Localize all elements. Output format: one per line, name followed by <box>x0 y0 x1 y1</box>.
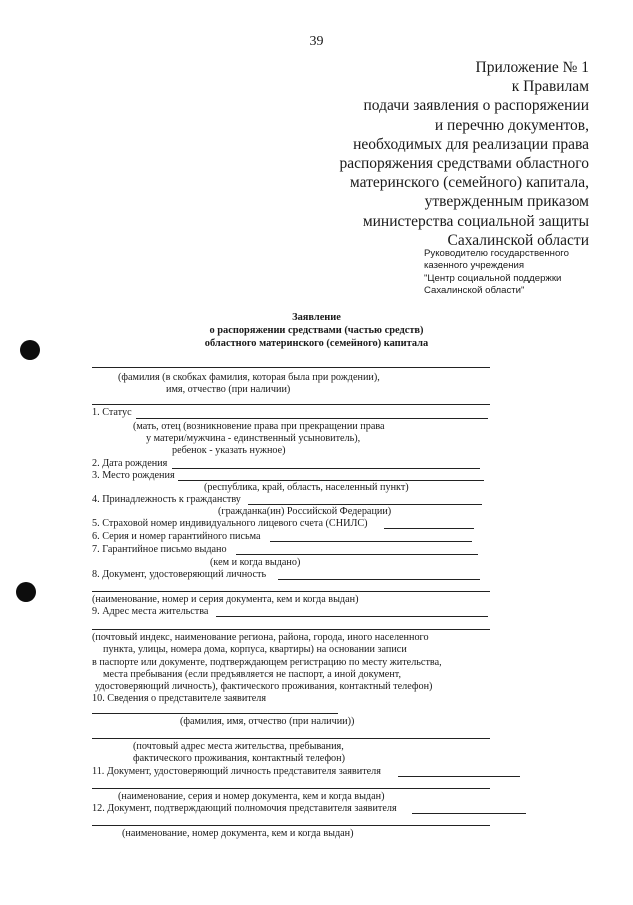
appendix-line: Сахалинской области <box>447 231 589 249</box>
birth-date-field[interactable] <box>172 468 480 469</box>
appendix-line: утвержденным приказом <box>424 193 589 211</box>
hint-citizenship: (гражданка(ин) Российской Федерации) <box>218 506 392 517</box>
hint-birth-place: (республика, край, область, населенный пункт) <box>204 482 409 493</box>
applicant-name-field[interactable] <box>92 367 490 368</box>
representative-id-field[interactable] <box>398 776 520 777</box>
hint-status-2: у матери/мужчина - единственный усыновитель), <box>146 433 361 444</box>
title-line: областного материнского (семейного) капитала <box>204 338 429 349</box>
page-number: 39 <box>309 34 324 49</box>
id-doc-label: 8. Документ, удостоверяющий личность <box>92 569 267 580</box>
appendix-line: материнского (семейного) капитала, <box>349 174 589 192</box>
birth-place-field[interactable] <box>178 480 484 481</box>
representative-label: 10. Сведения о представителе заявителя <box>92 693 267 704</box>
hint-address-2: пункта, улицы, номера дома, корпуса, квартиры) на основании записи <box>103 644 407 655</box>
hint-representative-address: (почтовый адрес места жительства, пребывания, <box>133 741 344 752</box>
hint-representative-address-2: фактического проживания, контактный телефон) <box>133 753 345 764</box>
birth-date-label: 2. Дата рождения <box>92 458 168 469</box>
title-line: о распоряжении средствами (частью средств) <box>209 325 424 336</box>
appendix-line: подачи заявления о распоряжении <box>363 97 589 115</box>
representative-address-field[interactable] <box>92 738 490 739</box>
hint-id-doc: (наименование, номер и серия документа, кем и когда выдан) <box>92 594 359 605</box>
hint-letter-issued: (кем и когда выдано) <box>210 557 301 568</box>
representative-name-field[interactable] <box>92 713 338 714</box>
appendix-line: и перечню документов, <box>434 116 589 134</box>
snils-label: 5. Страховой номер индивидуального лицевого счета (СНИЛС) <box>92 518 368 529</box>
applicant-name-field-2[interactable] <box>92 404 490 405</box>
appendix-line: распоряжения средствами областного <box>339 155 589 173</box>
hint-applicant-name-2: имя, отчество (при наличии) <box>166 384 291 395</box>
hint-address: (почтовый индекс, наименование региона, района, города, иного населенного <box>92 632 429 643</box>
addressee-line: Руководителю государственного <box>424 248 569 259</box>
letter-issued-field[interactable] <box>236 554 478 555</box>
hint-address-4: места пребывания (если предъявляется не паспорт, а иной документ, <box>103 669 402 680</box>
address-field[interactable] <box>216 616 488 617</box>
representative-id-label: 11. Документ, удостоверяющий личность представителя заявителя <box>92 766 381 777</box>
letter-series-label: 6. Серия и номер гарантийного письма <box>92 531 261 542</box>
citizenship-label: 4. Принадлежность к гражданству <box>92 494 241 505</box>
addressee-line: Сахалинской области" <box>424 285 525 297</box>
id-doc-field[interactable] <box>278 579 480 580</box>
hint-status: (мать, отец (возникновение права при прекращении права <box>133 421 385 432</box>
letter-issued-label: 7. Гарантийное письмо выдано <box>92 544 227 555</box>
hint-address-5: удостоверяющий личность), фактического проживания, контактный телефон) <box>95 681 433 692</box>
representative-id-field-2[interactable] <box>92 788 490 789</box>
title-line: Заявление <box>292 312 341 323</box>
citizenship-field[interactable] <box>248 504 482 505</box>
representative-authority-field-2[interactable] <box>92 825 490 826</box>
hint-applicant-name: (фамилия (в скобках фамилия, которая была при рождении), <box>118 372 380 383</box>
hint-status-3: ребенок - указать нужное) <box>172 445 286 456</box>
appendix-line: к Правилам <box>511 78 589 96</box>
hint-representative-id: (наименование, серия и номер документа, кем и когда выдан) <box>118 791 385 802</box>
address-label: 9. Адрес места жительства <box>92 606 209 617</box>
appendix-line: министерства социальной защиты <box>362 212 589 230</box>
representative-authority-field[interactable] <box>412 813 526 814</box>
addressee-line: "Центр социальной поддержки <box>424 272 562 284</box>
appendix-line: необходимых для реализации права <box>353 135 589 153</box>
hint-address-3: в паспорте или документе, подтверждающем регистрацию по месту жительства, <box>92 657 442 668</box>
status-field[interactable] <box>136 418 488 419</box>
hint-representative-authority: (наименование, номер документа, кем и когда выдан) <box>122 828 354 839</box>
addressee-line: казенного учреждения <box>424 260 525 272</box>
status-label: 1. Статус <box>92 407 132 418</box>
id-doc-field-2[interactable] <box>92 591 490 592</box>
appendix-line: Приложение № 1 <box>475 59 589 76</box>
representative-authority-label: 12. Документ, подтверждающий полномочия представителя заявителя <box>92 803 397 814</box>
snils-field[interactable] <box>384 528 474 529</box>
address-field-2[interactable] <box>92 629 490 630</box>
letter-series-field[interactable] <box>270 541 472 542</box>
birth-place-label: 3. Место рождения <box>92 470 175 481</box>
hint-representative-name: (фамилия, имя, отчество (при наличии)) <box>180 716 355 727</box>
